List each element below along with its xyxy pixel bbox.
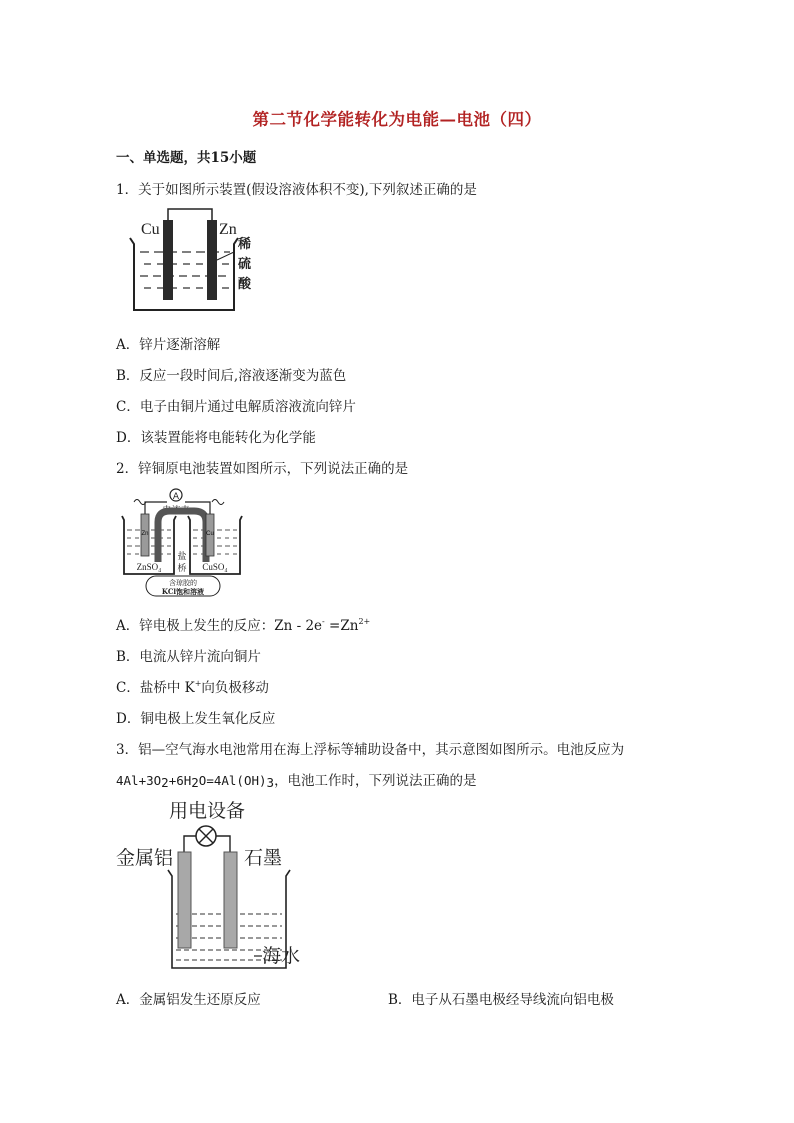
- q3-label-graphite: 石墨: [244, 847, 283, 869]
- q1-label-cu: Cu: [141, 221, 160, 238]
- q3-stem: 3．铝—空气海水电池常用在海上浮标等辅助设备中，其示意图如图所示。电池反应为: [116, 742, 625, 758]
- q3-wire-right: [216, 836, 230, 852]
- q1-stem: 1．关于如图所示装置(假设溶液体积不变),下列叙述正确的是: [116, 182, 477, 198]
- q1-zn-electrode: [207, 220, 217, 300]
- q1-wire: [168, 209, 212, 223]
- q1-option-a: A．锌片逐渐溶解: [116, 337, 221, 353]
- q3-equation-line: [116, 769, 477, 790]
- q2-label-note-1: 含琼胶的: [169, 579, 197, 587]
- q1-option-b: B．反应一段时间后,溶液逐渐变为蓝色: [116, 368, 347, 384]
- q2-electron-charge: -: [322, 617, 325, 626]
- q2-label-note-2: KCl饱和溶液: [161, 587, 205, 596]
- q2-k-ion-charge: +: [194, 679, 202, 688]
- q3-graphite-electrode: [224, 852, 237, 948]
- q2-zn-ion-charge: 2+: [358, 617, 371, 626]
- q2-option-c: [116, 676, 269, 696]
- q2-option-c-text: C．盐桥中 K: [116, 680, 195, 696]
- q1-acid-pointer: [217, 252, 234, 260]
- q2-wire-coil-left: [134, 500, 146, 505]
- q2-option-a-mid: =Zn: [324, 618, 359, 634]
- q2-label-meter: 电流表: [162, 506, 190, 516]
- q2-label-bridge-1: 盐: [177, 552, 187, 562]
- q1-beaker: [130, 238, 238, 310]
- q1-cu-electrode: [163, 220, 173, 300]
- q3-equation-sub-o2: 2: [161, 775, 169, 790]
- q1-option-c: C．电子由铜片通过电解质溶液流向锌片: [116, 399, 356, 415]
- q2-label-bridge-2: 桥: [177, 564, 187, 574]
- q2-label-cu: Cu: [206, 531, 214, 537]
- q1-option-d: D．该装置能将电能转化为化学能: [116, 430, 316, 446]
- q3-label-seawater: 海水: [262, 945, 301, 967]
- q3-option-a: A．金属铝发生还原反应: [116, 992, 261, 1008]
- q2-label-zn: Zn: [141, 531, 149, 537]
- q2-option-c-suffix: 向负极移动: [201, 680, 269, 696]
- q3-label-device: 用电设备: [169, 800, 246, 822]
- q2-option-d: D．铜电极上发生氧化反应: [116, 711, 276, 727]
- q2-wire-coil-right: [212, 500, 224, 505]
- q3-equation-sub-oh3: 3: [266, 775, 275, 790]
- q1-label-acid-1: 稀: [238, 237, 252, 252]
- q2-ammeter-symbol: A: [172, 492, 180, 502]
- q3-equation-part3: O=4Al(OH): [198, 773, 267, 788]
- q2-label-cuso4: CuSO₄: [202, 562, 228, 572]
- q3-aluminum-electrode: [178, 852, 191, 948]
- q3-equation-tail: ，电池工作时，下列说法正确的是: [274, 773, 477, 789]
- q2-option-a-text: A．锌电极上发生的反应：Zn - 2e: [116, 618, 323, 634]
- q2-figure: [118, 486, 260, 598]
- q3-wire-left: [184, 836, 196, 852]
- q2-label-znso4: ZnSO₄: [136, 562, 162, 572]
- q1-label-acid-3: 酸: [238, 277, 252, 292]
- q3-equation-part2: +6H: [168, 773, 192, 788]
- q2-option-a: [116, 614, 370, 634]
- q1-label-zn: Zn: [219, 221, 237, 238]
- q2-stem: 2．锌铜原电池装置如图所示，下列说法正确的是: [116, 461, 409, 477]
- q3-equation-sub-h2o: 2: [191, 775, 199, 790]
- q3-figure: [114, 796, 314, 976]
- q3-equation-part1: 4Al+3O: [116, 773, 162, 788]
- page-title: 第二节化学能转化为电能—电池（四）: [252, 110, 542, 129]
- q3-label-aluminum: 金属铝: [116, 847, 174, 869]
- q1-label-acid-2: 硫: [238, 257, 252, 272]
- q1-figure: [126, 200, 266, 315]
- q2-option-b: B．电流从锌片流向铜片: [116, 649, 261, 665]
- q3-option-b: B．电子从石墨电极经导线流向铝电极: [388, 992, 614, 1008]
- section-heading: 一、单选题，共15小题: [116, 150, 257, 166]
